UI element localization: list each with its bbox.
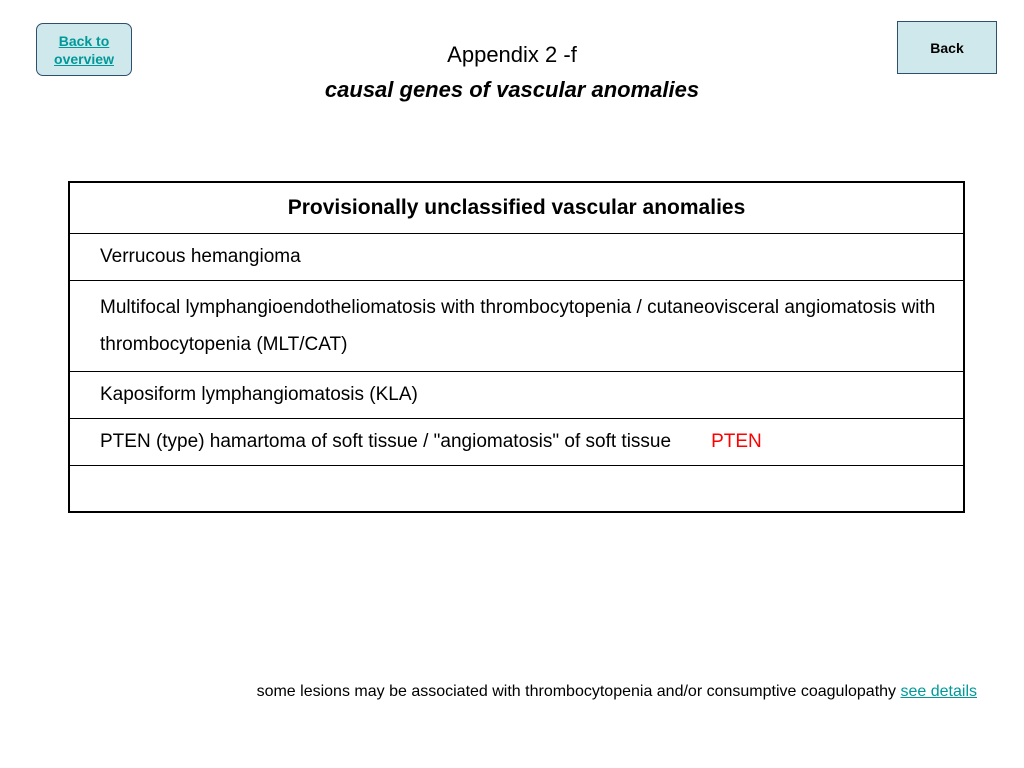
- table-row: [69, 371, 964, 418]
- table-row: [69, 418, 964, 465]
- table-cell: [69, 233, 964, 280]
- back-button[interactable]: Back: [897, 21, 997, 74]
- table-cell: [69, 280, 964, 371]
- gene-label: PTEN: [711, 431, 762, 452]
- table-cell-empty: [69, 465, 964, 512]
- table-row: [69, 233, 964, 280]
- row-text: Multifocal lymphangioendotheliomatosis with thrombocytopenia / cutaneovisceral angiomatosis with thrombocytopenia (MLT/CAT): [100, 296, 936, 355]
- table-row: [69, 280, 964, 371]
- back-to-overview-button[interactable]: Back to overview: [36, 23, 132, 76]
- table-cell: [69, 418, 964, 465]
- see-details-link[interactable]: see details: [900, 683, 977, 700]
- page-subtitle: causal genes of vascular anomalies: [324, 77, 700, 102]
- footnote: [257, 682, 977, 702]
- row-text: PTEN (type) hamartoma of soft tissue / "angiomatosis" of soft tissue: [100, 431, 672, 452]
- table-header: Provisionally unclassified vascular anomalies: [69, 182, 964, 233]
- anomalies-table: [68, 181, 965, 513]
- row-text: Verrucous hemangioma: [100, 246, 301, 267]
- table-cell: [69, 371, 964, 418]
- page-title: Appendix 2 -f: [447, 42, 577, 67]
- row-text: Kaposiform lymphangiomatosis (KLA): [100, 384, 418, 405]
- footnote-text: some lesions may be associated with thrombocytopenia and/or consumptive coagulopathy: [256, 683, 897, 700]
- table-row: [69, 465, 964, 512]
